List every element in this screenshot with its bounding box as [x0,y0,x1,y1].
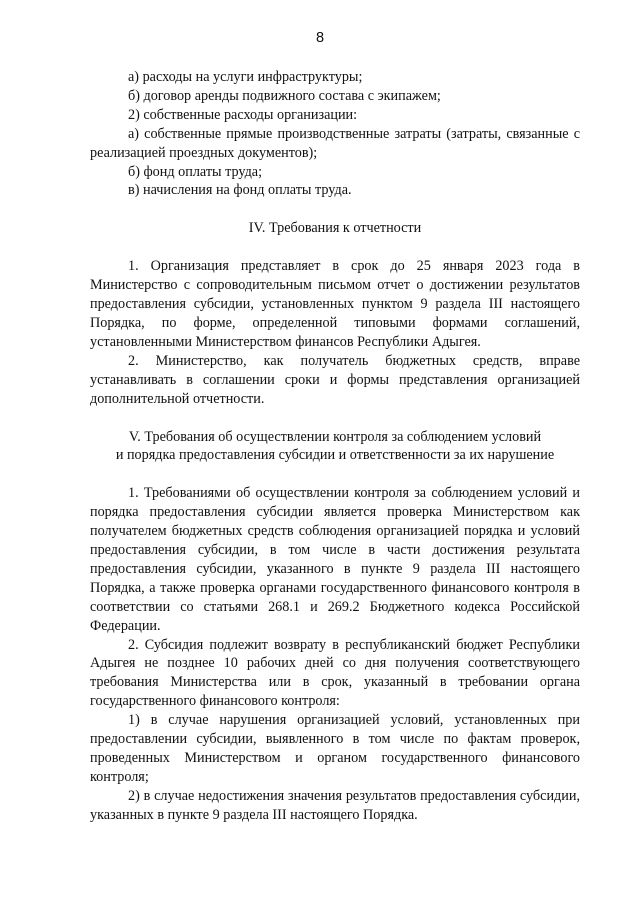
paragraph: 1. Требованиями об осуществлении контроля за соблюдением условий и порядка предоставления субсидии является проверка Министерством как получателем бюджетных средств соблюдения организацией порядка и условий предоставления субсидии, в том числе в части достижения результата предоставления субсидии, указанного в пункте 9 раздела III настоящего Порядка, а также проверка органами государственного финансового контроля в соответствии со статьями 268.1 и 269.2 Бюджетного кодекса Российской Федерации. [90,485,580,634]
section-5-heading-line: и порядка предоставления субсидии и ответственности за их нарушение [115,447,555,464]
paragraph: 2) в случае недостижения значения результатов предоставления субсидии, указанных в пункте 9 раздела III настоящего Порядка. [90,787,580,823]
list-item: а) расходы на услуги инфраструктуры; [128,69,363,85]
list-item: б) фонд оплаты труда; [128,163,263,180]
paragraph: 1. Организация представляет в срок до 25 января 2023 года в Министерство с сопроводительным письмом отчет о достижении результатов предоставления субсидии, установленных пунктом 9 раздела III настоящего Порядка, по форме, определенной типовыми формами соглашений, установленными Министерством финансов Республики Адыгея. [90,258,580,350]
list-item: а) собственные прямые производственные затраты (затраты, связанные с реализацией проездных документов); [90,125,580,161]
section-5-heading [90,428,580,466]
paragraph: 2. Субсидия подлежит возврату в республиканский бюджет Республики Адыгея не позднее 10 рабочих дней со дня получения соответствующего требования Министерства или в срок, указанный в требовании органа государственного финансового контроля: [90,636,580,710]
paragraph: 2. Министерство, как получатель бюджетных средств, вправе устанавливать в соглашении сроки и формы представления организацией дополнительной отчетности. [90,352,580,407]
section-5-body [90,484,580,824]
list-item: 2) собственные расходы организации: [128,106,358,123]
list-item: в) начисления на фонд оплаты труда. [128,182,352,199]
paragraph: 1) в случае нарушения организацией условий, установленных при предоставлении субсидии, выявленного в том числе по фактам проверок, проведенных Министерством и органом государственного финансового контроля; [90,712,580,785]
list-item: б) договор аренды подвижного состава с экипажем; [128,87,441,104]
page-number: 8 [315,30,325,46]
section-5-heading-line: V. Требования об осуществлении контроля за соблюдением условий [128,428,542,445]
expense-list [90,68,580,200]
section-4-heading: IV. Требования к отчетности [248,220,422,237]
section-4-body [90,257,580,408]
document-body [90,68,580,825]
